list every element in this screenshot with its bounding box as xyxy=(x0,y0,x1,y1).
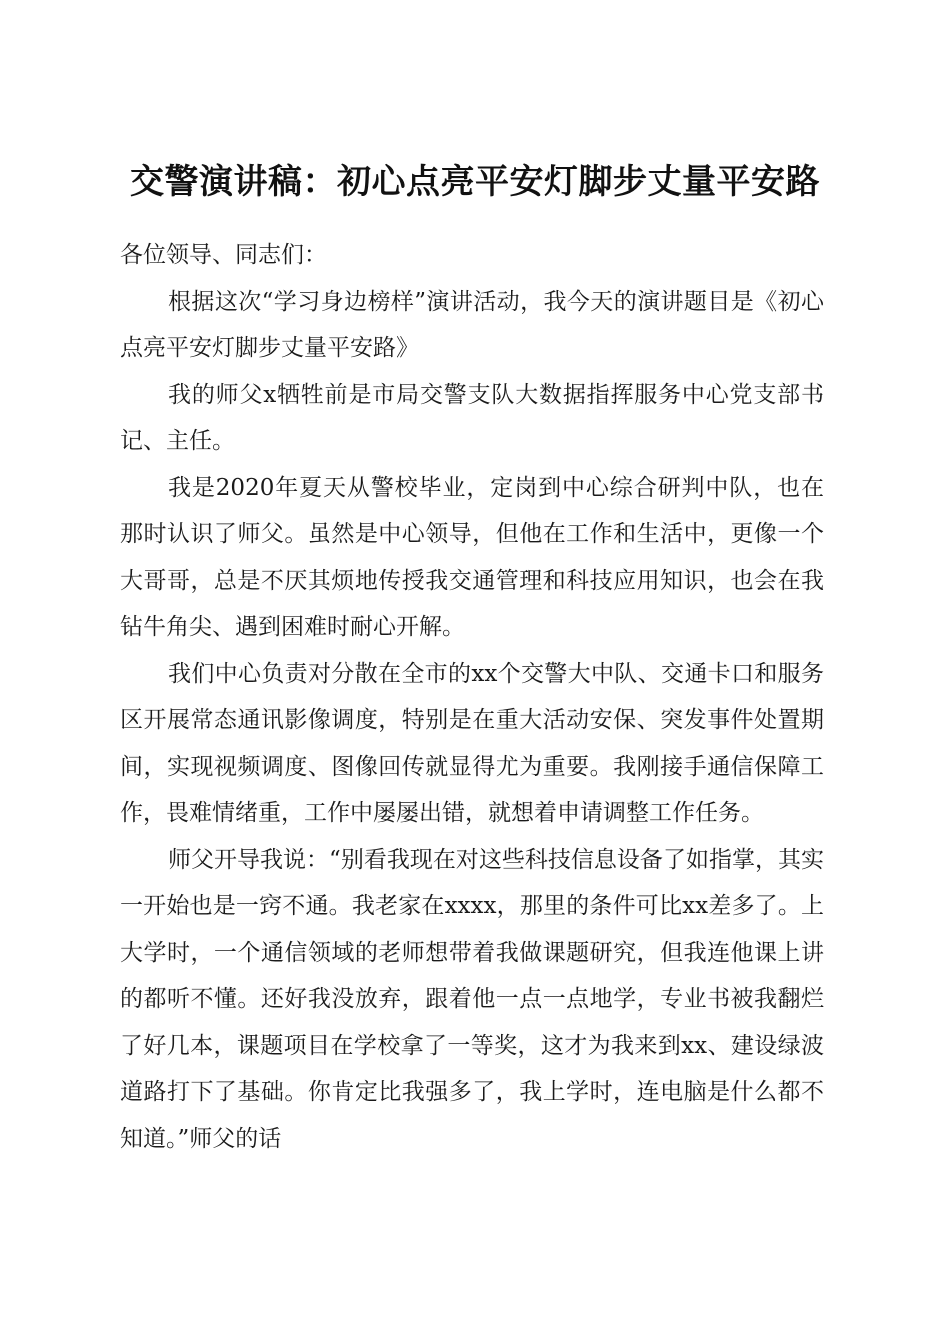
paragraph: 我的师父x牺牲前是市局交警支队大数据指挥服务中心党支部书记、主任。 xyxy=(120,381,824,454)
salutation: 各位领导、同志们： xyxy=(120,242,327,268)
paragraph: 我是2020年夏天从警校毕业，定岗到中心综合研判中队，也在那时认识了师父。虽然是中心领导，但他在工作和生活中，更像一个大哥哥，总是不厌其烦地传授我交通管理和科技应用知识，也会在我钻牛角尖、遇到困难时耐心开解。 xyxy=(120,474,824,640)
paragraph: 根据这次“学习身边榜样”演讲活动，我今天的演讲题目是《初心点亮平安灯脚步丈量平安路》 xyxy=(120,288,824,361)
paragraph: 师父开导我说：“别看我现在对这些科技信息设备了如指掌，其实一开始也是一窍不通。我老家在xxxx，那里的条件可比xx差多了。上大学时，一个通信领域的老师想带着我做课题研究，但我连他课上讲的都听不懂。还好我没放弃，跟着他一点一点地学，专业书被我翻烂了好几本，课题项目在学校拿了一等奖，这才为我来到xx、建设绿波道路打下了基础。你肯定比我强多了，我上学时，连电脑是什么都不知道。”师父的话 xyxy=(120,846,824,1152)
document-body xyxy=(120,232,824,1162)
paragraph: 我们中心负责对分散在全市的xx个交警大中队、交通卡口和服务区开展常态通讯影像调度，特别是在重大活动安保、突发事件处置期间，实现视频调度、图像回传就显得尤为重要。我刚接手通信保障工作，畏难情绪重，工作中屡屡出错，就想着申请调整工作任务。 xyxy=(120,660,824,826)
document-title: 交警演讲稿：初心点亮平安灯脚步丈量平安路 xyxy=(130,161,820,202)
